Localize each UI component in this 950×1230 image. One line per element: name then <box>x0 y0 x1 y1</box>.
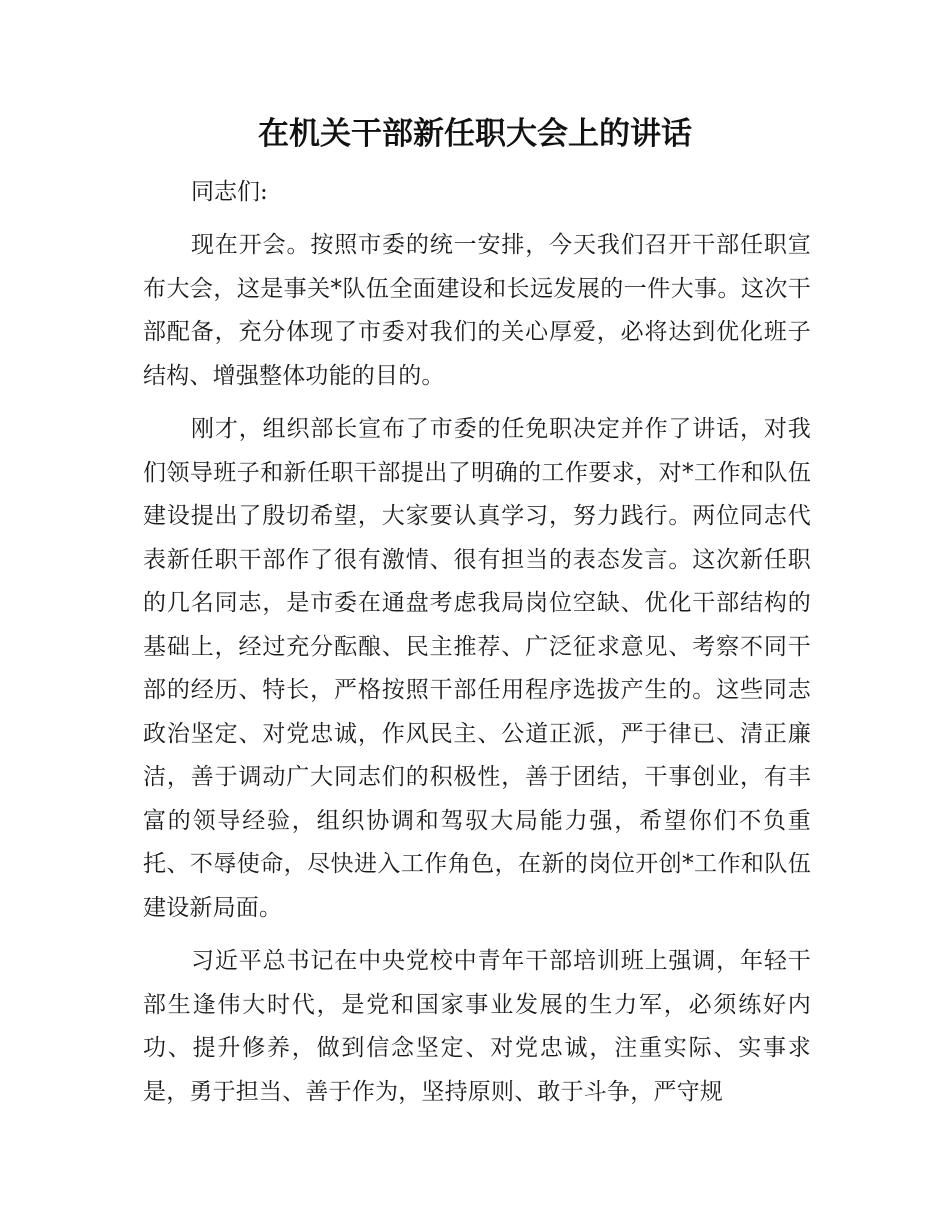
document-title: 在机关干部新任职大会上的讲话 <box>258 116 692 152</box>
paragraph-2: 刚才，组织部长宣布了市委的任免职决定并作了讲话，对我们领导班子和新任职干部提出了明确的工作要求，对*工作和队伍建设提出了殷切希望，大家要认真学习，努力践行。两位同志代表新任职干部作了很有激情、很有担当的表态发言。这次新任职的几名同志，是市委在通盘考虑我局岗位空缺、优化干部结构的基础上，经过充分酝酿、民主推荐、广泛征求意见、考察不同干部的经历、特长，严格按照干部任用程序选拔产生的。这些同志政治坚定、对党忠诚，作风民主、公道正派，严于律已、清正廉洁，善于调动广大同志们的积极性，善于团结，干事创业，有丰富的领导经验，组织协调和驾驭大局能力强，希望你们不负重托、不辱使命，尽快进入工作角色，在新的岗位开创*工作和队伍建设新局面。 <box>143 416 811 921</box>
paragraph-3: 习近平总书记在中央党校中青年干部培训班上强调，年轻干部生逢伟大时代，是党和国家事业发展的生力军，必须练好内功、提升修养，做到信念坚定、对党忠诚，注重实际、实事求是，勇于担当、善于作为，坚持原则、敢于斗争，严守规 <box>143 948 811 1105</box>
paragraph-1: 现在开会。按照市委的统一安排，今天我们召开干部任职宣布大会，这是事关*队伍全面建设和长远发展的一件大事。这次干部配备，充分体现了市委对我们的关心厚爱，必将达到优化班子结构、增强整体功能的目的。 <box>143 232 811 389</box>
document-body <box>143 170 811 1114</box>
salutation: 同志们: <box>191 179 268 205</box>
